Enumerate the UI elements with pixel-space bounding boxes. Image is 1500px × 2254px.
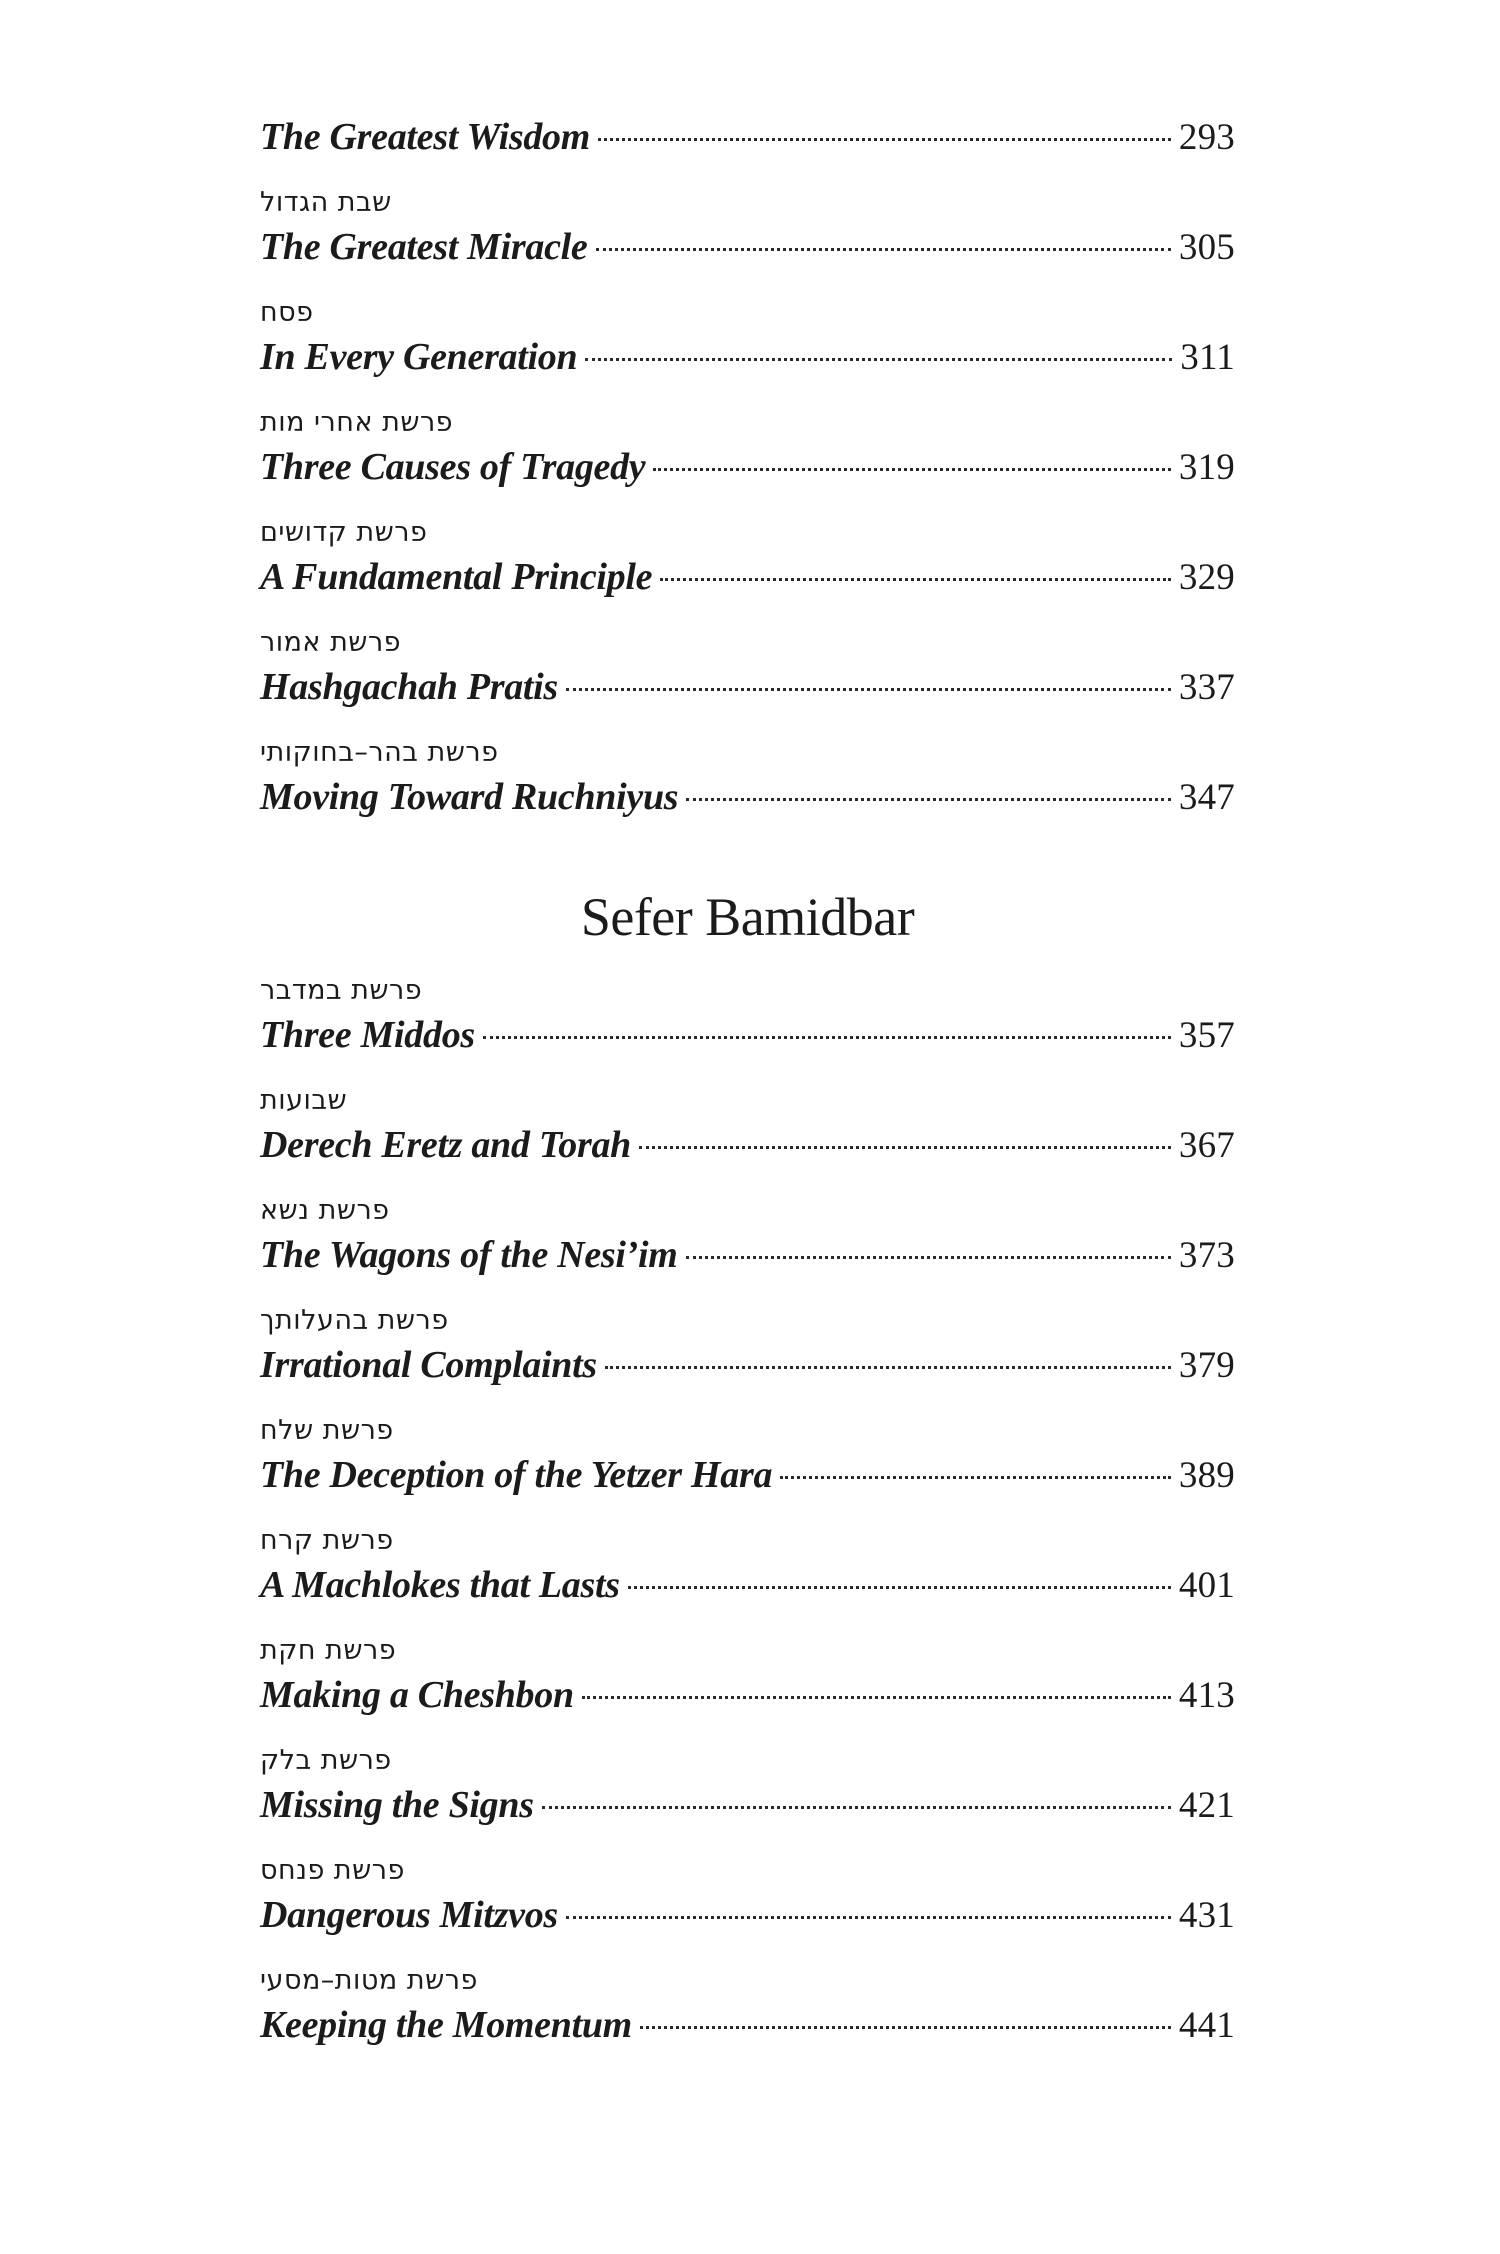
entry-title: Irrational Complaints: [260, 1344, 597, 1386]
dot-leader: [585, 358, 1172, 361]
page-number: 379: [1178, 1345, 1235, 1386]
parsha-label: פרשת קרח: [260, 1525, 394, 1556]
toc-entry-row[interactable]: [260, 220, 1235, 274]
toc-entry: [260, 1524, 1235, 1612]
toc-entry: [260, 736, 1235, 824]
toc-entry-row[interactable]: [260, 1448, 1235, 1502]
dot-leader: [566, 688, 1171, 691]
entry-title: Making a Cheshbon: [260, 1674, 574, 1716]
dot-leader: [639, 1146, 1171, 1149]
parsha-label: פרשת במדבר: [260, 975, 423, 1006]
toc-group-vayikra: [260, 110, 1235, 824]
entry-title: Derech Eretz and Torah: [260, 1124, 631, 1166]
parsha-label: פרשת בהר–בחוקותי: [260, 737, 499, 768]
toc-entry-row[interactable]: [260, 1998, 1235, 2052]
toc-entry: [260, 1084, 1235, 1172]
toc-entry-row[interactable]: [260, 1008, 1235, 1062]
page-number: 329: [1178, 557, 1235, 598]
parsha-label: פרשת נשא: [260, 1195, 390, 1226]
parsha-label: פרשת אחרי מות: [260, 407, 454, 438]
page-number: 373: [1178, 1235, 1235, 1276]
dot-leader: [596, 248, 1171, 251]
toc-entry: [260, 1634, 1235, 1722]
dot-leader: [582, 1696, 1171, 1699]
section-heading: Sefer Bamidbar: [580, 887, 915, 947]
parsha-label: שבועות: [260, 1085, 348, 1116]
entry-title: Missing the Signs: [260, 1784, 534, 1826]
page-number: 367: [1178, 1125, 1235, 1166]
page-number: 357: [1178, 1015, 1235, 1056]
page-number: 431: [1178, 1895, 1235, 1936]
toc-entry: [260, 1414, 1235, 1502]
table-of-contents: [260, 110, 1235, 2052]
toc-group-bamidbar: [260, 882, 1235, 2052]
dot-leader: [628, 1586, 1171, 1589]
toc-entry-row[interactable]: [260, 550, 1235, 604]
dot-leader: [780, 1476, 1171, 1479]
page-number: 337: [1178, 667, 1235, 708]
dot-leader: [686, 798, 1171, 801]
page-number: 401: [1178, 1565, 1235, 1606]
parsha-label: פרשת אמור: [260, 627, 402, 658]
entry-title: Moving Toward Ruchniyus: [260, 776, 679, 818]
toc-entry-row[interactable]: [260, 1888, 1235, 1942]
page-number: 319: [1178, 447, 1235, 488]
entry-title: Keeping the Momentum: [260, 2004, 632, 2046]
toc-entry-row[interactable]: [260, 1118, 1235, 1172]
toc-entry: [260, 406, 1235, 494]
toc-entry-row[interactable]: [260, 1778, 1235, 1832]
toc-entry-row[interactable]: [260, 1558, 1235, 1612]
page-number: 311: [1180, 337, 1235, 378]
entry-title: Three Causes of Tragedy: [260, 446, 646, 488]
dot-leader: [605, 1366, 1171, 1369]
dot-leader: [483, 1036, 1171, 1039]
toc-entry-row[interactable]: [260, 330, 1235, 384]
toc-entry: [260, 1744, 1235, 1832]
page-number: 305: [1178, 227, 1235, 268]
page-number: 347: [1178, 777, 1235, 818]
parsha-label: פרשת פנחס: [260, 1855, 405, 1886]
page-number: 389: [1178, 1455, 1235, 1496]
parsha-label: שבת הגדול: [260, 187, 392, 218]
toc-entry: [260, 516, 1235, 604]
parsha-label: פרשת מטות–מסעי: [260, 1965, 478, 1996]
entry-title: A Machlokes that Lasts: [260, 1564, 620, 1606]
entry-title: The Greatest Wisdom: [260, 116, 590, 158]
parsha-label: פרשת שלח: [260, 1415, 394, 1446]
toc-entry: [260, 1194, 1235, 1282]
parsha-label: פרשת בהעלותך: [260, 1305, 449, 1336]
page-number: 413: [1178, 1675, 1235, 1716]
toc-entry-row[interactable]: [260, 440, 1235, 494]
entry-title: Hashgachah Pratis: [260, 666, 558, 708]
entry-title: The Wagons of the Nesi’im: [260, 1234, 678, 1276]
toc-entry-row[interactable]: [260, 660, 1235, 714]
dot-leader: [686, 1256, 1171, 1259]
entry-title: The Deception of the Yetzer Hara: [260, 1454, 773, 1496]
dot-leader: [653, 468, 1171, 471]
parsha-label: פסח: [260, 297, 314, 328]
toc-entry: [260, 110, 1235, 164]
entry-title: Three Middos: [260, 1014, 475, 1056]
toc-entry: [260, 974, 1235, 1062]
toc-entry-row[interactable]: [260, 1668, 1235, 1722]
entry-title: The Greatest Miracle: [260, 226, 588, 268]
toc-entry: [260, 1304, 1235, 1392]
dot-leader: [640, 2026, 1171, 2029]
page-number: 441: [1178, 2005, 1235, 2046]
parsha-label: פרשת קדושים: [260, 517, 428, 548]
entry-title: A Fundamental Principle: [260, 556, 653, 598]
toc-entry-row[interactable]: [260, 1228, 1235, 1282]
toc-entry: [260, 626, 1235, 714]
toc-entry: [260, 186, 1235, 274]
entry-title: Dangerous Mitzvos: [260, 1894, 558, 1936]
toc-entry: [260, 1964, 1235, 2052]
toc-entry-row[interactable]: [260, 770, 1235, 824]
page-number: 293: [1178, 117, 1235, 158]
dot-leader: [660, 578, 1171, 581]
entry-title: In Every Generation: [260, 336, 578, 378]
dot-leader: [598, 138, 1171, 141]
dot-leader: [542, 1806, 1171, 1809]
page-number: 421: [1178, 1785, 1235, 1826]
parsha-label: פרשת בלק: [260, 1745, 392, 1776]
parsha-label: פרשת חקת: [260, 1635, 397, 1666]
toc-entry-row[interactable]: [260, 1338, 1235, 1392]
toc-entry: [260, 296, 1235, 384]
toc-entry-row[interactable]: [260, 110, 1235, 164]
dot-leader: [566, 1916, 1171, 1919]
toc-entry: [260, 1854, 1235, 1942]
